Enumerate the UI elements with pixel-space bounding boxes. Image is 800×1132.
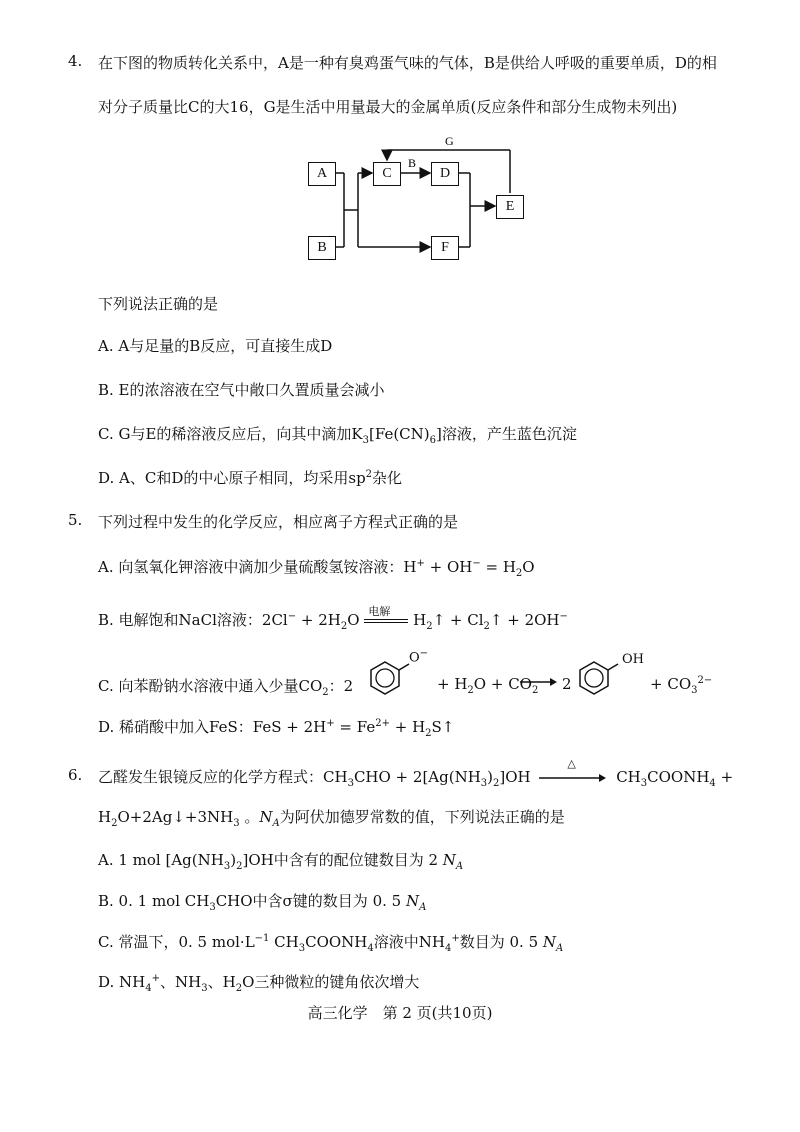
node-c: C — [373, 162, 401, 186]
q4-stem-line2: 对分子质量比C的大16，G是生活中用量最大的金属单质(反应条件和部分生成物未列出) — [98, 98, 678, 116]
node-d: D — [431, 162, 459, 186]
q6-line2: $H_2O+2Ag↓+3NH_3$ 。$N_A$为阿伏加德罗常数的值，下列说法正确的是 — [98, 808, 565, 829]
reaction-arrow-heat-icon — [539, 773, 607, 783]
phenoxide-ring-icon — [365, 650, 415, 700]
page-footer: 高三化学 第 2 页(共10页) — [307, 1004, 493, 1022]
phenol-coefficient: 2 — [562, 675, 572, 693]
q5-option-b: B. 电解饱和NaCl溶液：$2Cl^- + 2H_2O$ 电解 $H_2↑$ + $Cl_2↑ + 2OH^-$ — [98, 605, 568, 632]
phenoxide-o-label: O− — [409, 648, 429, 666]
q4-stem-line1: 在下图的物质转化关系中，A是一种有臭鸡蛋气味的气体，B是供给人呼吸的重要单质，D的相 — [98, 54, 717, 72]
arrow-label-b: B — [408, 156, 417, 170]
node-f: F — [431, 236, 459, 260]
node-b: B — [308, 236, 336, 260]
q4-number: 4. — [68, 52, 83, 70]
q5-option-a: A. 向氢氧化钾溶液中滴加少量硫酸氢铵溶液：$H^+ + OH^- = H_2O$ — [98, 558, 535, 579]
q5-number: 5. — [68, 511, 83, 529]
phenol-oh-label: OH — [622, 652, 644, 667]
phenol-ring-icon — [574, 650, 624, 700]
q5-option-c-end: + $CO_3^{2-}$ — [650, 675, 713, 696]
q4-transformation-diagram — [0, 0, 800, 280]
q5-stem: 下列过程中发生的化学反应，相应离子方程式正确的是 — [98, 513, 459, 531]
q6-line1: 乙醛发生银镜反应的化学方程式：$CH_3CHO + 2[Ag(NH_3)_2]OH$ △ $CH_3COONH_4$ + — [98, 757, 734, 789]
heat-condition: △ — [567, 757, 576, 770]
arrow-label-g: G — [445, 134, 454, 148]
q5-option-c-middle: + $H_2O + CO_2$ — [437, 675, 539, 696]
q4-prompt: 下列说法正确的是 — [98, 295, 219, 313]
q5-option-c-text: C. 向苯酚钠水溶液中通入少量$CO_2$：2 — [98, 677, 354, 698]
q4-option-c: C. G与E的稀溶液反应后，向其中滴加$K_3[Fe(CN)_6]$溶液，产生蓝色沉淀 — [98, 425, 577, 446]
reaction-arrow-icon — [520, 676, 558, 688]
q6-option-b: B. 0. 1 mol $CH_3CHO$中含σ键的数目为 0. 5 $N_A$ — [98, 892, 427, 913]
q4-option-b: B. E的浓溶液在空气中敞口久置质量会减小 — [98, 381, 385, 399]
electrolysis-condition: 电解 — [368, 605, 391, 618]
node-a: A — [308, 162, 336, 186]
q5-option-d: D. 稀硝酸中加入FeS：FeS + $2H^+ = Fe^{2+}$ + $H_2S↑$ — [98, 718, 455, 739]
node-e: E — [496, 195, 524, 219]
q4-option-a: A. A与足量的B反应，可直接生成D — [98, 337, 333, 355]
q6-option-c: C. 常温下，0. 5 $mol\cdot L^{-1}$ $CH_3COONH_4$溶液中$NH_4^+$数目为 0. 5 $N_A$ — [98, 933, 564, 954]
q6-number: 6. — [68, 766, 83, 784]
q6-option-a: A. 1 mol $[Ag(NH_3)_2]OH$中含有的配位键数目为 2 $N_A$ — [98, 851, 464, 872]
q6-option-d: D. $NH_4^+$、$NH_3$、$H_2O$三种微粒的键角依次增大 — [98, 973, 420, 994]
q4-option-d: D. A、C和D的中心原子相同，均采用$sp^2$杂化 — [98, 469, 403, 487]
